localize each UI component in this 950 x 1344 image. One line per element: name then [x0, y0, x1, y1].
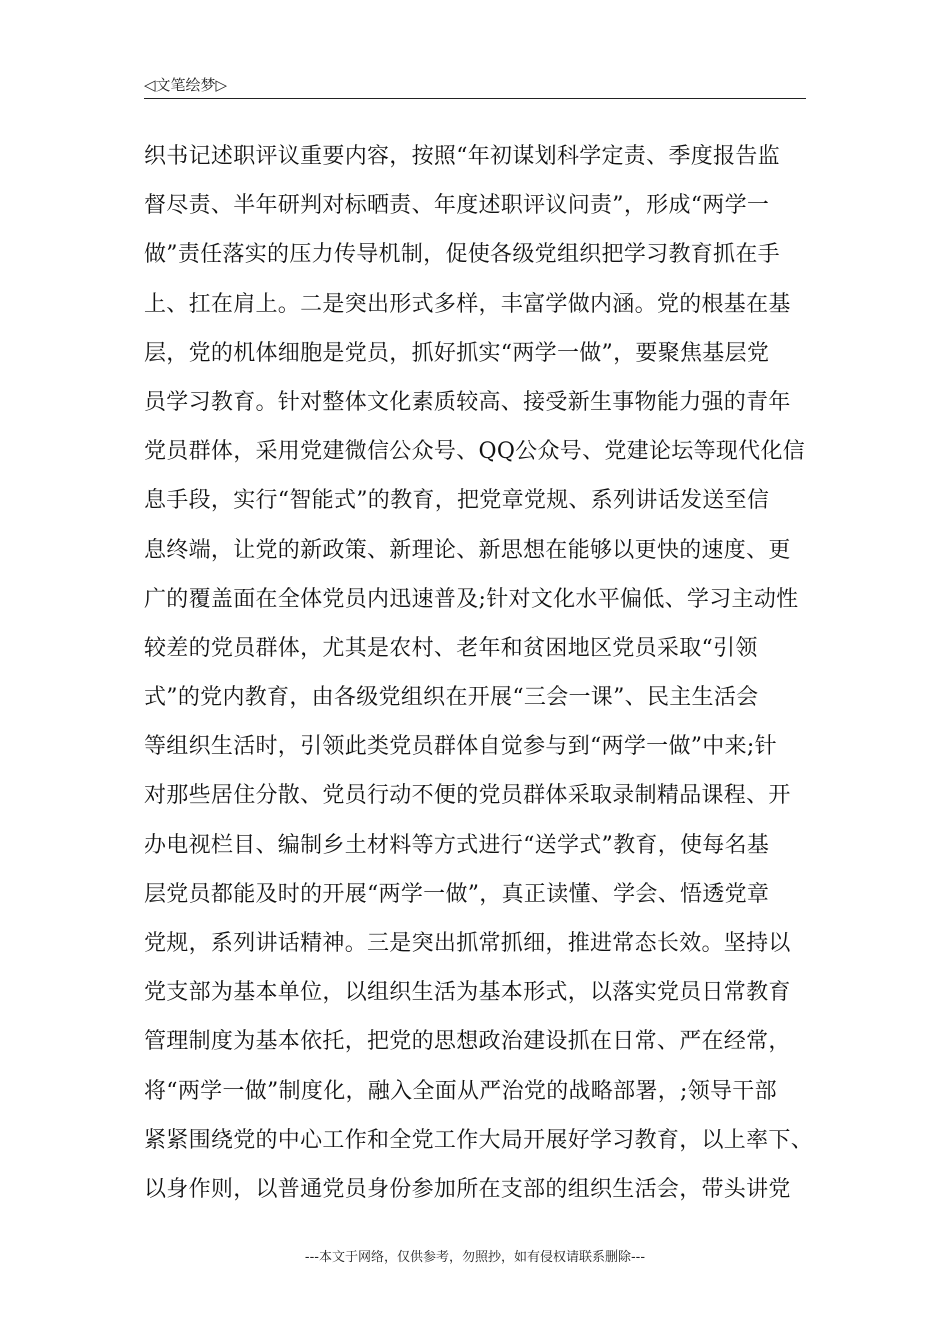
text-line: 督尽责、半年研判对标晒责、年度述职评议问责”，形成“两学一: [144, 193, 770, 219]
text-line: 息手段，实行“智能式”的教育，把党章党规、系列讲话发送至信: [144, 488, 770, 514]
header-title: ◁文笔绘梦▷: [144, 76, 228, 94]
text-line: 织书记述职评议重要内容，按照“年初谋划科学定责、季度报告监: [144, 144, 780, 169]
text-line: 层党员都能及时的开展“两学一做”，真正读懂、学会、悟透党章: [144, 881, 770, 907]
text-line: 紧紧围绕党的中心工作和全党工作大局开展好学习教育，以上率下、: [144, 1127, 814, 1153]
text-line: 做”责任落实的压力传导机制，促使各级党组织把学习教育抓在手: [144, 242, 780, 268]
text-line: 党员群体，采用党建微信公众号、QQ公众号、党建论坛等现代化信: [144, 439, 806, 465]
text-line: 层，党的机体细胞是党员，抓好抓实“两学一做”，要聚焦基层党: [144, 340, 770, 366]
text-line: 以身作则，以普通党员身份参加所在支部的组织生活会，带头讲党: [144, 1176, 791, 1202]
text-line: 上、扛在肩上。二是突出形式多样，丰富学做内涵。党的根基在基: [144, 291, 791, 317]
text-line: 党规，系列讲话精神。三是突出抓常抓细，推进常态长效。坚持以: [144, 931, 791, 956]
text-line: 党支部为基本单位，以组织生活为基本形式，以落实党员日常教育: [144, 980, 791, 1006]
text-line: 等组织生活时，引领此类党员群体自觉参与到“两学一做”中来;针: [144, 734, 777, 760]
text-line: 将“两学一做”制度化，融入全面从严治党的战略部署，;领导干部: [144, 1078, 777, 1104]
text-line: 广的覆盖面在全体党员内迅速普及;针对文化水平偏低、学习主动性: [144, 586, 799, 612]
text-line: 办电视栏目、编制乡土材料等方式进行“送学式”教育，使每名基: [144, 832, 770, 858]
document-body: [144, 132, 834, 1214]
text-line: 员学习教育。针对整体文化素质较高、接受新生事物能力强的青年: [144, 389, 791, 415]
text-line: 较差的党员群体，尤其是农村、老年和贫困地区党员采取“引领: [144, 635, 758, 661]
text-line: 式”的党内教育，由各级党组织在开展“三会一课”、民主生活会: [144, 685, 759, 711]
page-footer: ---本文于网络，仅供参考，勿照抄，如有侵权请联系删除---: [304, 1250, 646, 1265]
text-line: 息终端，让党的新政策、新理论、新思想在能够以更快的速度、更: [144, 537, 791, 563]
page-header: [144, 72, 806, 99]
text-line: 对那些居住分散、党员行动不便的党员群体采取录制精品课程、开: [144, 783, 791, 809]
text-line: 管理制度为基本依托，把党的思想政治建设抓在日常、严在经常，: [144, 1029, 791, 1055]
